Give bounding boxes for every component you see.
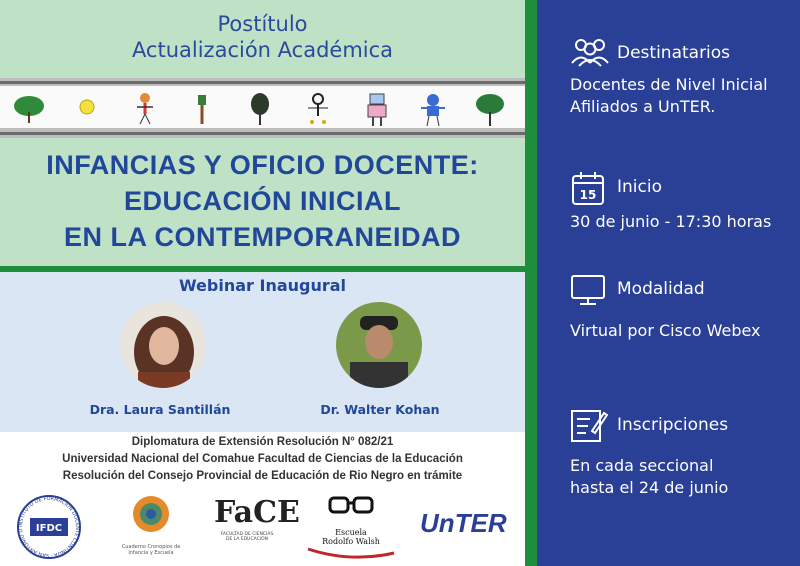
- diplomatura-info: [0, 432, 525, 490]
- speaker-2-name: Dr. Walter Kohan: [320, 402, 440, 417]
- destinatarios-line-2: Afiliados a UnTER.: [570, 97, 716, 116]
- calendar-icon: [570, 170, 606, 206]
- glasses-icon: [306, 494, 396, 524]
- title-line-2: EDUCACIÓN INICIAL: [124, 186, 401, 216]
- diplomatura-university: Universidad Nacional del Comahue Facultad de Ciencias de la Educación: [62, 453, 463, 465]
- logos-row: [0, 490, 525, 566]
- main-title-box: [0, 138, 525, 266]
- program-header: [0, 0, 525, 78]
- destinatarios-line-1: Docentes de Nivel Inicial: [570, 75, 768, 94]
- modalidad-body: Virtual por Cisco Webex: [570, 321, 761, 340]
- face-caption-2: DE LA EDUCACIÓN: [226, 537, 268, 542]
- speaker-1-portrait: [120, 302, 206, 388]
- inscripciones-line-1: En cada seccional: [570, 456, 714, 475]
- inscripciones-title: Inscripciones: [617, 415, 729, 435]
- inicio-date: 30 de junio - 17:30 horas: [570, 212, 772, 231]
- child-drawing-icon: [132, 92, 158, 126]
- speaker-1-photo: [120, 302, 206, 388]
- webinar-heading: Webinar Inaugural: [178, 276, 347, 295]
- diplomatura-council: Resolución del Consejo Provincial de Educación de Rio Negro en trámite: [62, 470, 463, 482]
- diplomatura-resolution: Diplomatura de Extensión Resolución N° 082/21: [131, 436, 394, 448]
- green-tree-drawing-icon: [474, 92, 506, 128]
- drawings-strip: [0, 78, 525, 138]
- signup-form-icon: [570, 407, 608, 443]
- unter-wordmark: UnTER: [420, 508, 507, 538]
- title-line-1: INFANCIAS Y OFICIO DOCENTE:: [46, 150, 479, 180]
- tree-drawing-icon: [12, 92, 46, 124]
- face-logo: [214, 494, 300, 560]
- speaker-1-name: Dra. Laura Santillán: [89, 402, 231, 417]
- speaker-2-portrait: [336, 302, 422, 388]
- info-sidebar: [537, 0, 800, 566]
- blue-figure-drawing-icon: [418, 92, 448, 128]
- group-icon: [570, 36, 610, 68]
- dark-tree-drawing-icon: [248, 92, 272, 126]
- strip-top-rule: [0, 81, 525, 84]
- strip-bottom-rule: [0, 132, 525, 135]
- ifdc-logo-mark: [16, 494, 82, 560]
- face-wordmark: FaCE: [214, 495, 300, 530]
- program-subtitle: Actualización Académica: [131, 38, 394, 62]
- cuaderno-caption-1: Cuaderno Cronopios de: [121, 544, 181, 550]
- drawings-band: [0, 86, 525, 128]
- small-tree-drawing-icon: [192, 92, 212, 126]
- cuaderno-caption-2: Infancia y Escuela: [128, 550, 174, 556]
- modalidad-title: Modalidad: [617, 279, 705, 299]
- green-side-stripe: [525, 0, 537, 566]
- title-line-3: EN LA CONTEMPORANEIDAD: [63, 222, 461, 252]
- walsh-label-2: Rodolfo Walsh: [322, 537, 380, 546]
- cuaderno-mark: [118, 492, 184, 540]
- inscripciones-line-2: hasta el 24 de junio: [570, 478, 729, 497]
- sun-drawing-icon: [74, 92, 100, 122]
- ifdc-label: IFDC: [35, 523, 63, 534]
- calendar-day-number: 15: [579, 188, 597, 202]
- cuaderno-cronopios-logo: [118, 492, 184, 562]
- destinatarios-title: Destinatarios: [617, 43, 731, 63]
- ifdc-logo: [16, 494, 82, 560]
- monitor-icon: [570, 273, 606, 307]
- robot-drawing-icon: [364, 92, 390, 128]
- walsh-label-1: Escuela: [335, 528, 367, 537]
- face-caption-1: FACULTAD DE CIENCIAS: [220, 532, 274, 537]
- webinar-section: [0, 272, 525, 432]
- figure-drawing-icon: [304, 92, 332, 128]
- unter-logo: [420, 498, 507, 554]
- walsh-red-swoosh: [306, 547, 396, 561]
- svg-text:INSTITUTO DE FORMACIÓN DOCENTE: INSTITUTO DE FORMACIÓN DOCENTE CONTINUA · SAN ANTONIO O: [17, 495, 81, 559]
- escuela-walsh-logo: [306, 494, 396, 560]
- speaker-2-photo: [336, 302, 422, 388]
- inicio-title: Inicio: [617, 177, 662, 197]
- program-type: Postítulo: [217, 12, 308, 36]
